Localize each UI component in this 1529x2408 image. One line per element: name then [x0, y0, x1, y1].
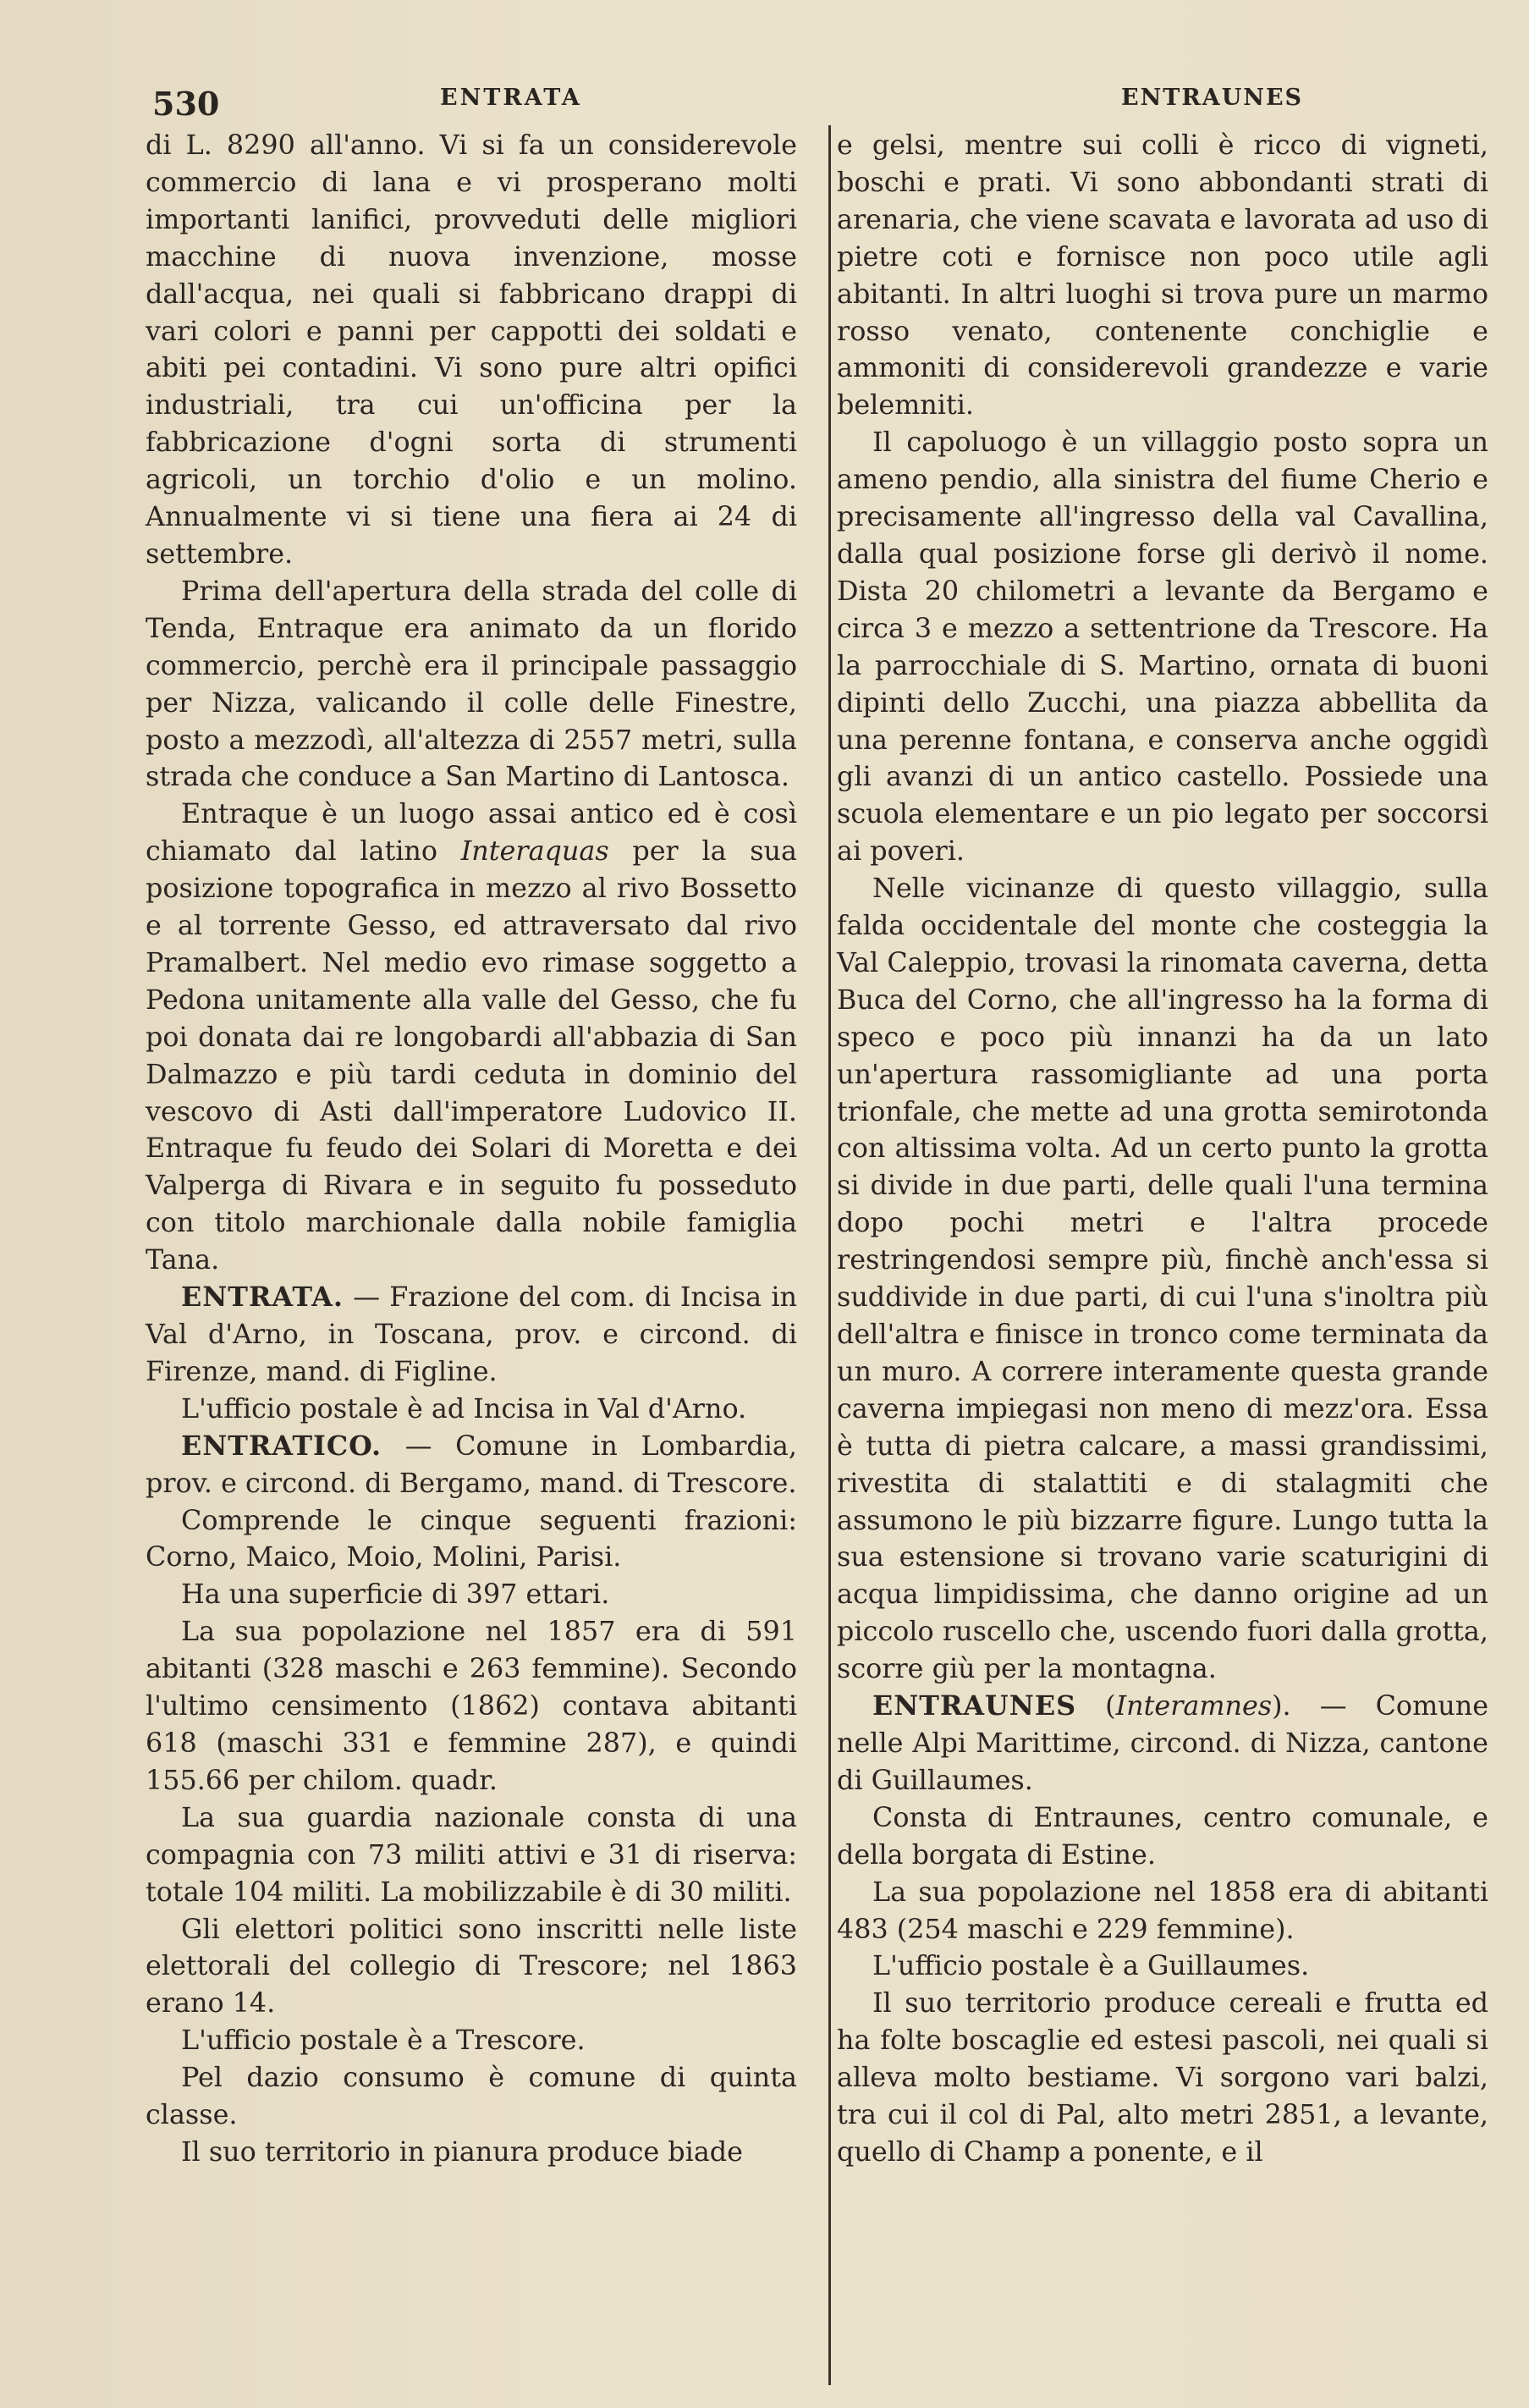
- entry-term: ENTRAUNES: [872, 1690, 1077, 1722]
- paragraph: L'ufficio postale è ad Incisa in Val d'Arno.: [181, 1392, 747, 1424]
- latin-term: Interamnes: [1115, 1690, 1273, 1722]
- right-column: [837, 127, 1488, 2171]
- entry-entratico: [146, 1428, 797, 1502]
- entry-text: — Frazione del com. di Incisa in Val d'Arno, in Toscana, prov. e circond. di Firenze, mand. di Figline.: [146, 1281, 797, 1387]
- paragraph: L'ufficio postale è a Guillaumes.: [872, 1950, 1310, 1982]
- running-head-right: ENTRAUNES: [1121, 85, 1304, 111]
- paragraph: Pel dazio consumo è comune di quinta classe.: [146, 2062, 797, 2131]
- entry-text: — Comune in Lombardia, prov. e circond. di Bergamo, mand. di Trescore.: [146, 1430, 797, 1499]
- page-number: 530: [152, 85, 220, 123]
- entry-text: ). — Comune nelle Alpi Marittime, circond. di Nizza, cantone di Guillaumes.: [837, 1690, 1489, 1796]
- latin-term: Interaquas: [460, 835, 609, 868]
- paragraph: di L. 8290 all'anno. Vi si fa un considerevole commercio di lana e vi prosperano molti importanti lanifici, provveduti delle migliori macchine di nuova invenzione, mosse dall'acqua, nei quali si fabbricano drappi di vari colori e panni per cappotti dei soldati e abiti pei contadini. Vi sono pure altri opifici industriali, tra cui un'officina per la fabbricazione d'ogni sorta di strumenti agricoli, un torchio d'olio e un molino. Annualmente vi si tiene una fiera ai 24 di settembre.: [146, 129, 797, 570]
- paragraph: La sua popolazione nel 1857 era di 591 abitanti (328 maschi e 263 femmine). Secondo l'ultimo censimento (1862) contava abitanti 618 (maschi 331 e femmine 287), e quindi 155.66 per chilom. quadr.: [146, 1616, 797, 1796]
- text-run: per la sua posizione topografica in mezzo al rivo Bossetto e al torrente Gesso, ed attraversato dal rivo Pramalbert. Nel medio evo rimase soggetto a Pedona unitamente alla valle del Gesso, che fu poi donata dai re longobardi all'abbazia di San Dalmazzo e più tardi ceduta in dominio del vescovo di Asti dall'imperatore Ludovico II. Entraque fu feudo dei Solari di Moretta e dei Valperga di Rivara e in seguito fu posseduto con titolo marchionale dalla nobile famiglia Tana.: [146, 835, 797, 1276]
- text-run: (: [1076, 1690, 1116, 1722]
- paragraph: Il suo territorio produce cereali e frutta ed ha folte boscaglie ed estesi pascoli, nei quali si alleva molto bestiame. Vi sorgono vari balzi, tra cui il col di Pal, alto metri 2851, a levante, quello di Champ a ponente, e il: [837, 1987, 1488, 2168]
- paragraph: Ha una superficie di 397 ettari.: [181, 1579, 610, 1611]
- paragraph: La sua popolazione nel 1858 era di abitanti 483 (254 maschi e 229 femmine).: [837, 1876, 1488, 1945]
- column-divider: [828, 125, 831, 2385]
- paragraph: Prima dell'apertura della strada del colle di Tenda, Entraque era animato da un florido commercio, perchè era il principale passaggio per Nizza, valicando il colle delle Finestre, posto a mezzodì, all'altezza di 2557 metri, sulla strada che conduce a San Martino di Lantosca.: [146, 575, 797, 793]
- paragraph: Gli elettori politici sono inscritti nelle liste elettorali del collegio di Trescore; nel 1863 erano 14.: [146, 1913, 797, 2020]
- paragraph: Il capoluogo è un villaggio posto sopra un ameno pendio, alla sinistra del fiume Cherio e precisamente all'ingresso della val Cavallina, dalla qual posizione forse gli derivò il nome. Dista 20 chilometri a levante da Bergamo e circa 3 e mezzo a settentrione da Trescore. Ha la parrocchiale di S. Martino, ornata di buoni dipinti dello Zucchi, una piazza abbellita da una perenne fontana, e conserva anche oggidì gli avanzi di un antico castello. Possiede una scuola elementare e un pio legato per soccorsi ai poveri.: [837, 427, 1488, 868]
- paragraph: Nelle vicinanze di questo villaggio, sulla falda occidentale del monte che costeggia la Val Caleppio, trovasi la rinomata caverna, detta Buca del Corno, che all'ingresso ha la forma di speco e poco più innanzi ha da un lato un'apertura rassomigliante ad una porta trionfale, che mette ad una grotta semirotonda con altissima volta. Ad un certo punto la grotta si divide in due parti, delle quali l'una termina dopo pochi metri e l'altra procede restringendosi sempre più, finchè anch'essa si suddivide in due parti, di cui l'una s'inoltra più dell'altra e finisce in tronco come terminata da un muro. A correre interamente questa grande caverna impiegasi non meno di mezz'ora. Essa è tutta di pietra calcare, a massi grandissimi, rivestita di stalattiti e di stalagmiti che assumono le più bizzarre figure. Lungo tutta la sua estensione si trovano varie scaturigini di acqua limpidissima, che danno origine ad un piccolo ruscello che, uscendo fuori dalla grotta, scorre giù per la montagna.: [837, 873, 1488, 1685]
- paragraph: [146, 796, 797, 1279]
- paragraph: e gelsi, mentre sui colli è ricco di vigneti, boschi e prati. Vi sono abbondanti strati di arenaria, che viene scavata e lavorata ad uso di pietre coti e fornisce non poco utile agli abitanti. In altri luoghi si trova pure un marmo rosso venato, contenente conchiglie e ammoniti di considerevoli grandezze e varie belemniti.: [837, 129, 1488, 422]
- entry-term: ENTRATA.: [181, 1281, 344, 1314]
- paragraph: Comprende le cinque seguenti frazioni: Corno, Maico, Moio, Molini, Parisi.: [146, 1504, 797, 1573]
- left-column: [146, 127, 797, 2171]
- paragraph: La sua guardia nazionale consta di una compagnia con 73 militi attivi e 31 di riserva: totale 104 militi. La mobilizzabile è di 30 militi.: [146, 1801, 797, 1908]
- running-head-left: ENTRATA: [440, 85, 582, 111]
- entry-entraunes: [837, 1688, 1488, 1799]
- paragraph: Consta di Entraunes, centro comunale, e della borgata di Estine.: [837, 1801, 1488, 1871]
- text-run: Entraque è un luogo assai antico ed è così chiamato dal latino: [146, 798, 797, 868]
- entry-entrata: [146, 1279, 797, 1391]
- entry-term: ENTRATICO.: [181, 1430, 382, 1462]
- paragraph: Il suo territorio in pianura produce biade: [181, 2135, 743, 2168]
- paragraph: L'ufficio postale è a Trescore.: [181, 2025, 586, 2057]
